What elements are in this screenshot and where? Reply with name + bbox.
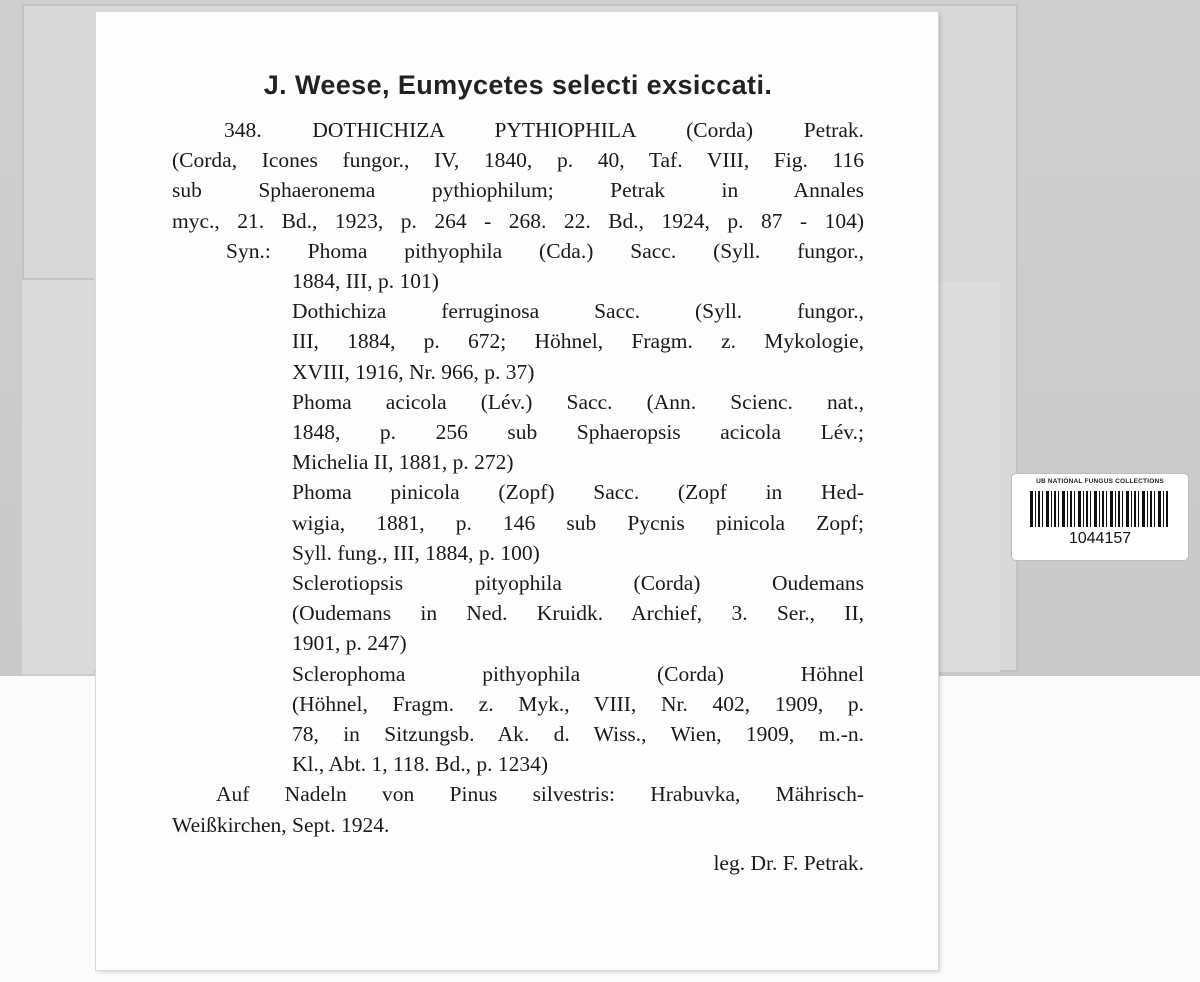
label-line: wigia, 1881, p. 146 sub Pycnis pinicola Zopf; bbox=[292, 510, 864, 535]
label-line: (Oudemans in Ned. Kruidk. Archief, 3. Ser., II, bbox=[292, 601, 864, 626]
label-line: XVIII, 1916, Nr. 966, p. 37) bbox=[292, 359, 535, 384]
label-line: III, 1884, p. 672; Höhnel, Fragm. z. Mykologie, bbox=[292, 329, 864, 354]
barcode-icon bbox=[1030, 491, 1170, 527]
collector-line: leg. Dr. F. Petrak. bbox=[713, 850, 864, 875]
folder-flap-right bbox=[936, 282, 1000, 672]
label-line: Phoma acicola (Lév.) Sacc. (Ann. Scienc. nat., bbox=[292, 389, 864, 414]
label-line: Phoma pinicola (Zopf) Sacc. (Zopf in Hed- bbox=[292, 480, 864, 505]
label-line: (Höhnel, Fragm. z. Myk., VIII, Nr. 402, 1909, p. bbox=[292, 691, 864, 716]
label-line: Syll. fung., III, 1884, p. 100) bbox=[292, 540, 540, 565]
label-line: Kl., Abt. 1, 118. Bd., p. 1234) bbox=[292, 752, 549, 777]
label-line: myc., 21. Bd., 1923, p. 264 - 268. 22. Bd., 1924, p. 87 - 104) bbox=[172, 208, 864, 233]
collection-name: UB NATIONAL FUNGUS COLLECTIONS bbox=[1036, 478, 1164, 485]
label-line: 348. DOTHICHIZA PYTHIOPHILA (Corda) Petrak. bbox=[224, 118, 864, 142]
label-line: Auf Nadeln von Pinus silvestris: Hrabuvka, Mährisch- bbox=[216, 782, 864, 807]
label-line: Dothichiza ferruginosa Sacc. (Syll. fungor., bbox=[292, 299, 864, 324]
accession-number: 1044157 bbox=[1068, 530, 1132, 547]
label-line: 1901, p. 247) bbox=[292, 631, 407, 656]
label-title: J. Weese, Eumycetes selecti exsiccati. bbox=[263, 70, 773, 100]
label-line: sub Sphaeronema pythiophilum; Petrak in Annales bbox=[172, 178, 864, 203]
label-line: Sclerotiopsis pityophila (Corda) Oudemans bbox=[292, 571, 864, 596]
exsiccata-label bbox=[96, 12, 938, 970]
barcode-sticker bbox=[1012, 474, 1188, 560]
label-line: Syn.: Phoma pithyophila (Cda.) Sacc. (Syll. fungor., bbox=[226, 238, 864, 263]
label-line: Michelia II, 1881, p. 272) bbox=[292, 450, 514, 475]
label-line: Sclerophoma pithyophila (Corda) Höhnel bbox=[292, 661, 864, 686]
label-line: Weißkirchen, Sept. 1924. bbox=[172, 812, 390, 837]
label-line: 1884, III, p. 101) bbox=[292, 269, 439, 294]
label-line: 78, in Sitzungsb. Ak. d. Wiss., Wien, 1909, m.-n. bbox=[292, 722, 864, 747]
label-line: (Corda, Icones fungor., IV, 1840, p. 40, Taf. VIII, Fig. 116 bbox=[172, 148, 864, 173]
label-line: 1848, p. 256 sub Sphaeropsis acicola Lév.; bbox=[292, 420, 864, 445]
folder-flap-left bbox=[22, 278, 94, 674]
